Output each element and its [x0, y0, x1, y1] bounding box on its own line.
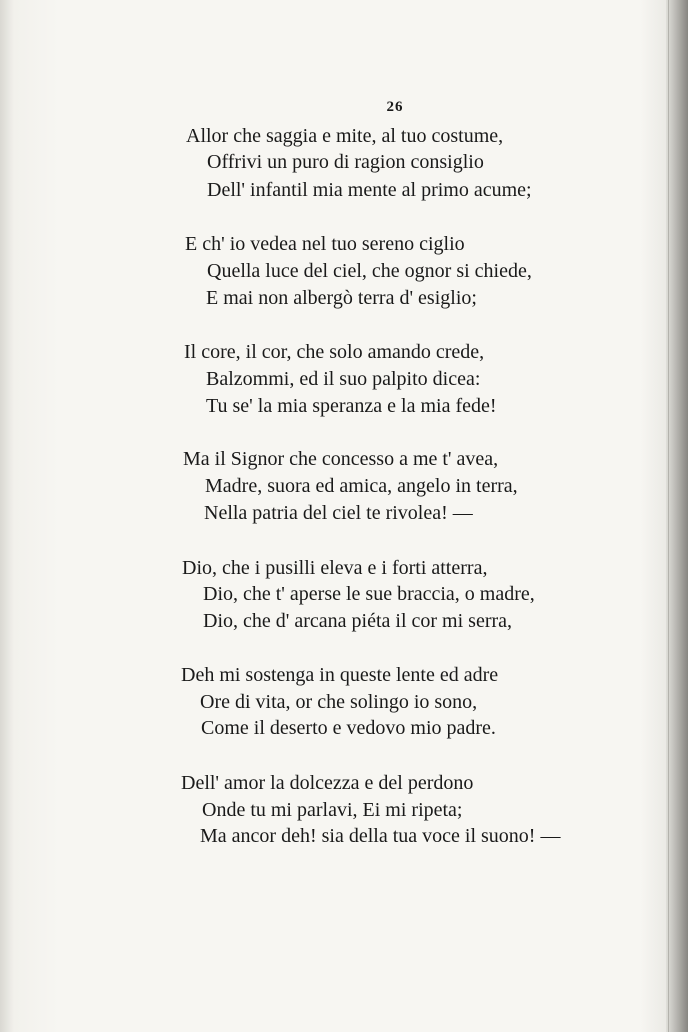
verse-line: E ch' io vedea nel tuo sereno ciglio	[185, 233, 465, 255]
verse-line: Dell' infantil mia mente al primo acume;	[207, 179, 532, 201]
verse-line: E mai non albergò terra d' esiglio;	[206, 287, 477, 309]
verse-line: Deh mi sostenga in queste lente ed adre	[181, 664, 499, 686]
verse-line: Dell' amor la dolcezza e del perdono	[181, 772, 474, 794]
verse-line: Come il deserto e vedovo mio padre.	[201, 717, 496, 739]
verse-line: Tu se' la mia speranza e la mia fede!	[206, 395, 497, 417]
page-edge-shadow	[666, 0, 688, 1032]
verse-line: Ma ancor deh! sia della tua voce il suono! —	[200, 825, 561, 847]
verse-line: Quella luce del ciel, che ognor si chiede,	[207, 260, 532, 282]
verse-line: Dio, che t' aperse le sue braccia, o madre,	[203, 583, 535, 605]
verse-line: Onde tu mi parlavi, Ei mi ripeta;	[202, 799, 463, 821]
verse-line: Ore di vita, or che solingo io sono,	[200, 691, 478, 713]
verse-line: Balzommi, ed il suo palpito dicea:	[206, 368, 481, 390]
verse-line: Offrivi un puro di ragion consiglio	[207, 151, 484, 173]
verse-line: Nella patria del ciel te rivolea! —	[204, 502, 473, 524]
verse-line: Dio, che i pusilli eleva e i forti atterra,	[182, 557, 488, 579]
verse-line: Allor che saggia e mite, al tuo costume,	[186, 125, 504, 147]
verse-line: Dio, che d' arcana piéta il cor mi serra,	[203, 610, 513, 632]
verse-line: Il core, il cor, che solo amando crede,	[184, 341, 485, 363]
verse-line: Ma il Signor che concesso a me t' avea,	[183, 448, 499, 470]
verse-line: Madre, suora ed amica, angelo in terra,	[205, 475, 518, 497]
page-number: 26	[386, 99, 404, 115]
